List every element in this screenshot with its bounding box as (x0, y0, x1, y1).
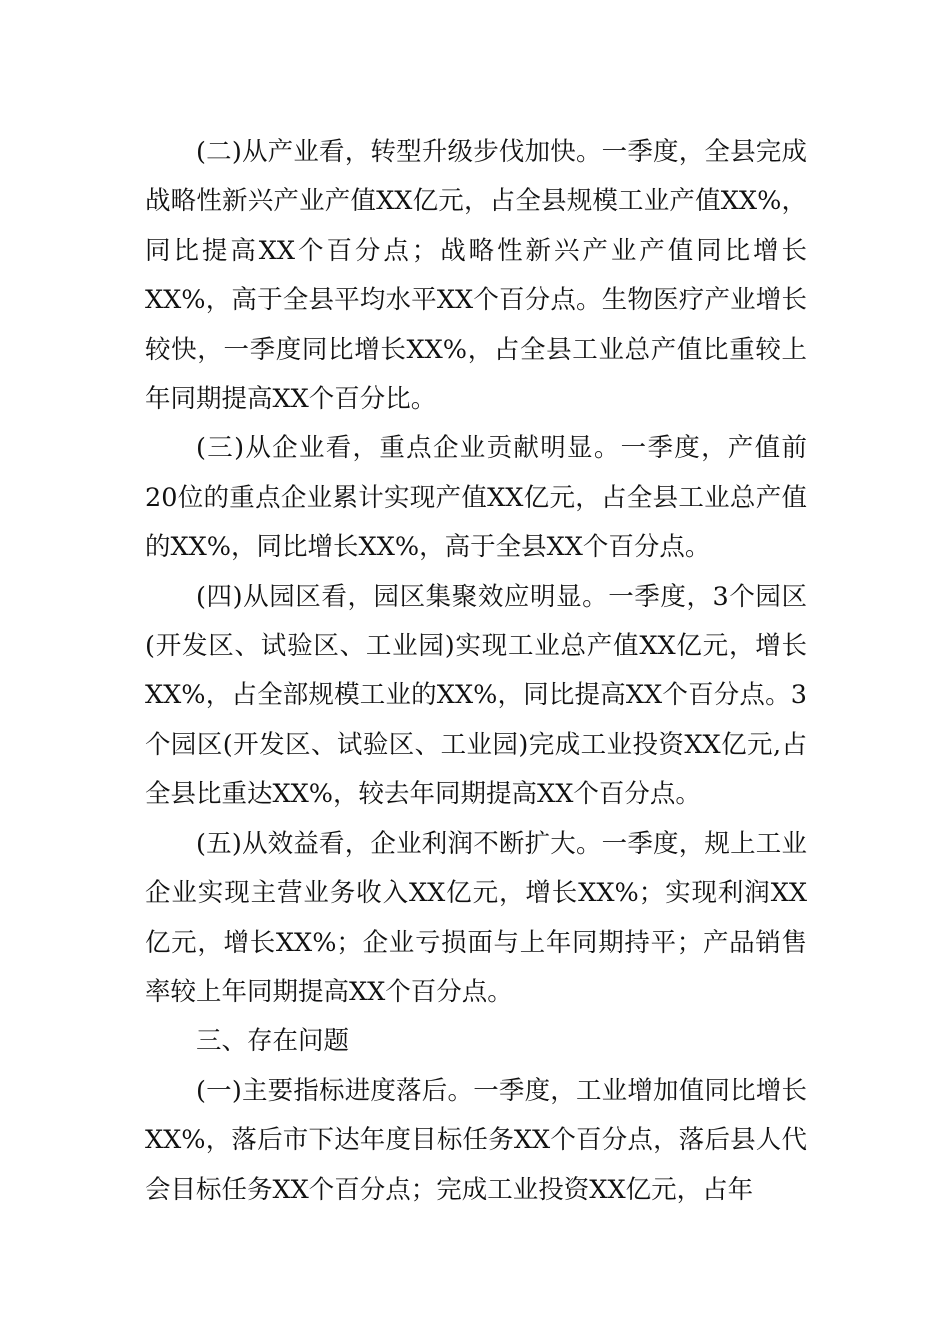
section-heading-problems: 三、存在问题 (196, 1026, 350, 1057)
paragraph-park: (四)从园区看，园区集聚效应明显。一季度，3个园区(开发区、试验区、工业园)实现工业总产值XX亿元，增长XX%，占全部规模工业的XX%，同比提高XX个百分点。3个园区(开发区、试验区、工业园)完成工业投资XX亿元,占全县比重达XX%，较去年同期提高XX个百分点。 (145, 581, 807, 810)
paragraph-enterprise: (三)从企业看，重点企业贡献明显。一季度，产值前20位的重点企业累计实现产值XX亿元，占全县工业总产值的XX%，同比增长XX%，高于全县XX个百分点。 (145, 433, 807, 563)
paragraph-benefit: (五)从效益看，企业利润不断扩大。一季度，规上工业企业实现主营业务收入XX亿元，增长XX%；实现利润XX亿元，增长XX%；企业亏损面与上年同期持平；产品销售率较上年同期提高XX个百分点。 (145, 828, 807, 1007)
paragraph-industry: (二)从产业看，转型升级步伐加快。一季度，全县完成战略性新兴产业产值XX亿元，占全县规模工业产值XX%，同比提高XX个百分点；战略性新兴产业产值同比增长XX%，高于全县平均水平XX个百分点。生物医疗产业增长较快，一季度同比增长XX%，占全县工业总产值比重较上年同期提高XX个百分比。 (145, 137, 807, 415)
paragraph-indicators-lagging: (一)主要指标进度落后。一季度，工业增加值同比增长XX%，落后市下达年度目标任务XX个百分点，落后县人代会目标任务XX个百分点；完成工业投资XX亿元，占年 (145, 1075, 807, 1205)
document-body (145, 128, 807, 1215)
